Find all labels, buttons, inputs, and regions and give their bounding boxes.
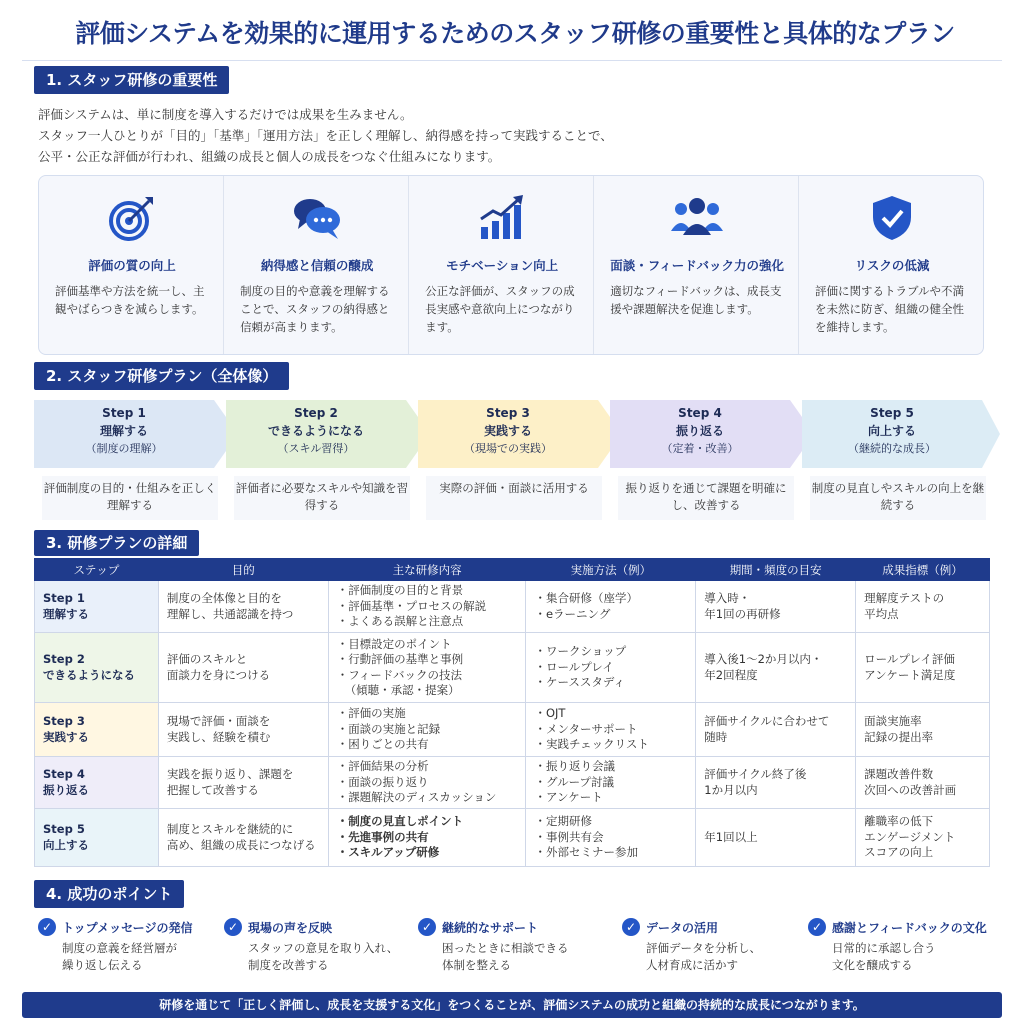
list-item: ・ OJT xyxy=(534,706,687,722)
importance-desc: 評価基準や方法を統一し、主観やばらつきを減らします。 xyxy=(55,284,205,316)
step-label: 理解する xyxy=(43,606,89,621)
cell-line: （傾聴・承認・提案） xyxy=(344,683,460,697)
cell-line: ロールプレイ評価 xyxy=(864,652,955,666)
point-title: トップメッセージの発信 xyxy=(62,920,193,935)
cell-line: 理解し、共通認識を持つ xyxy=(166,606,294,621)
bar-chart-growth-icon xyxy=(425,188,579,248)
list-item: ・ 評価基準・プロセスの解説 xyxy=(337,599,518,615)
column-header: ステップ xyxy=(35,559,159,581)
step-label: 向上する xyxy=(43,837,89,852)
list-item: ・ ケーススタディ xyxy=(534,675,687,691)
point-title: 感謝とフィードバックの文化 xyxy=(832,920,987,935)
importance-item xyxy=(799,176,983,354)
kpi-cell xyxy=(856,757,990,809)
intro-line: スタッフ一人ひとりが「目的」「基準」「運用方法」を正しく理解し、納得感を持って実践することで、 xyxy=(38,128,613,143)
importance-item xyxy=(39,176,224,354)
step-name: できるようになる xyxy=(267,424,364,438)
step-number: Step 5 xyxy=(870,406,914,420)
step-label: 実践する xyxy=(43,729,89,744)
point-desc-line: 制度の意義を経営層が xyxy=(62,941,177,955)
step-card xyxy=(610,400,802,524)
section-1-intro xyxy=(38,104,988,167)
cell-line: 年2回程度 xyxy=(704,667,758,682)
method-cell xyxy=(526,633,696,703)
period-cell xyxy=(696,703,856,757)
cell-line: 年1回以上 xyxy=(704,829,758,844)
cell-line: 導入後1〜2か月以内・ xyxy=(704,652,823,666)
list-item: ・ 行動評価の基準と事例 xyxy=(337,652,518,668)
point-desc-line: 評価データを分析し、 xyxy=(646,941,761,955)
list-item: ・ ワークショップ xyxy=(534,644,687,660)
importance-title: 面談・フィードバック力の強化 xyxy=(610,258,784,273)
content-cell xyxy=(328,703,526,757)
section-2-heading: 2. スタッフ研修プラン（全体像） xyxy=(34,362,289,390)
cell-line: 評価サイクルに合わせて xyxy=(704,714,830,728)
cell-line: 離職率の低下 xyxy=(864,814,934,829)
cell-line: 随時 xyxy=(704,729,728,744)
step-sub: （現場での実践） xyxy=(464,442,552,455)
step-cell xyxy=(35,703,159,757)
kpi-cell xyxy=(856,633,990,703)
step-cell xyxy=(35,809,159,867)
point-desc-line: 制度を改善する xyxy=(248,958,329,972)
step-sub: （スキル習得） xyxy=(277,442,355,455)
check-circle-icon: ✓ xyxy=(808,918,826,936)
step-name: 実践する xyxy=(483,424,532,438)
cell-line: スコアの向上 xyxy=(864,845,934,860)
list-item: ・ 実践チェックリスト xyxy=(534,737,687,753)
importance-title: リスクの低減 xyxy=(854,258,930,273)
step-label: できるようになる xyxy=(43,667,135,682)
content-cell xyxy=(328,757,526,809)
step-desc: 実際の評価・面談に活用する xyxy=(426,476,602,520)
cell-line: エンゲージメント xyxy=(864,829,956,844)
step-cell xyxy=(35,581,159,633)
list-item: ・ グループ討議 xyxy=(534,775,687,791)
point-desc-line: スタッフの意見を取り入れ、 xyxy=(248,941,399,955)
chat-bubbles-icon xyxy=(240,188,394,248)
table-header-row xyxy=(35,559,990,581)
list-item: ・ 評価制度の目的と背景 xyxy=(337,583,518,599)
point-title: 現場の声を反映 xyxy=(248,920,333,935)
table-row xyxy=(35,809,990,867)
shield-check-icon xyxy=(815,188,969,248)
list-item: ・ よくある誤解と注意点 xyxy=(337,614,518,630)
cell-line: 評価のスキルと xyxy=(166,652,248,666)
list-item: ・ 評価の実施 xyxy=(337,706,518,722)
cell-line: 制度の全体像と目的を xyxy=(166,591,282,605)
method-cell xyxy=(526,757,696,809)
step-number: Step 4 xyxy=(678,406,722,420)
step-sub: （定着・改善） xyxy=(661,442,739,455)
cell-line: 導入時・ xyxy=(704,591,751,605)
importance-desc: 公正な評価が、スタッフの成長実感や意欲向上につながります。 xyxy=(425,284,575,334)
list-item: ・ 事例共有会 xyxy=(534,830,687,846)
table-row xyxy=(35,757,990,809)
step-card xyxy=(226,400,418,524)
period-cell xyxy=(696,757,856,809)
step-desc: 制度の見直しやスキルの向上を継続する xyxy=(810,476,986,520)
step-card xyxy=(418,400,610,524)
cell-line: 1か月以内 xyxy=(704,782,758,797)
step-card xyxy=(802,400,994,524)
success-point xyxy=(38,918,228,974)
list-item: ・ 課題解決のディスカッション xyxy=(337,790,518,806)
cell-line: アンケート満足度 xyxy=(864,667,956,682)
intro-line: 公平・公正な評価が行われ、組織の成長と個人の成長をつなぐ仕組みになります。 xyxy=(38,149,501,164)
step-label: Step 1 xyxy=(43,591,85,605)
footer-banner: 研修を通じて「正しく評価し、成長を支援する文化」をつくることが、評価システムの成功と組織の持続的な成長につながります。 xyxy=(22,992,1002,1018)
column-header: 成果指標（例） xyxy=(856,559,990,581)
success-point xyxy=(224,918,414,974)
list-item: ・ 先進事例の共有 xyxy=(337,830,518,846)
point-desc-line: 日常的に承認し合う xyxy=(832,941,936,955)
importance-item xyxy=(594,176,799,354)
cell-line: 理解度テストの xyxy=(864,591,945,605)
list-item: ・ 集合研修（座学） xyxy=(534,591,687,607)
list-item: ・ eラーニング xyxy=(534,607,687,623)
check-circle-icon: ✓ xyxy=(224,918,242,936)
list-item: ・ 定期研修 xyxy=(534,814,687,830)
intro-line: 評価システムは、単に制度を導入するだけでは成果を生みません。 xyxy=(38,107,413,122)
method-cell xyxy=(526,703,696,757)
point-desc-line: 人材育成に活かす xyxy=(646,958,738,972)
method-cell xyxy=(526,809,696,867)
step-label: Step 3 xyxy=(43,714,85,728)
point-desc-line: 困ったときに相談できる xyxy=(442,941,569,955)
purpose-cell xyxy=(158,581,328,633)
content-cell xyxy=(328,633,526,703)
kpi-cell xyxy=(856,703,990,757)
importance-panel xyxy=(38,175,984,355)
method-cell xyxy=(526,581,696,633)
point-desc-line: 文化を醸成する xyxy=(832,958,913,972)
step-label: Step 4 xyxy=(43,767,85,781)
list-item: ・ 制度の見直しポイント xyxy=(337,814,518,830)
step-name: 理解する xyxy=(99,424,148,438)
table-row xyxy=(35,633,990,703)
success-points xyxy=(38,918,998,978)
kpi-cell xyxy=(856,809,990,867)
importance-desc: 評価に関するトラブルや不満を未然に防ぎ、組織の健全性を維持します。 xyxy=(814,284,964,334)
column-header: 主な研修内容 xyxy=(328,559,526,581)
list-item: ・ 外部セミナー参加 xyxy=(534,845,687,861)
importance-desc: 適切なフィードバックは、成長支援や課題解決を促進します。 xyxy=(610,284,782,316)
cell-line: 年1回の再研修 xyxy=(704,606,781,621)
step-desc: 評価者に必要なスキルや知識を習得する xyxy=(234,476,410,520)
step-number: Step 2 xyxy=(294,406,338,420)
importance-item xyxy=(409,176,594,354)
list-item: ・ 困りごとの共有 xyxy=(337,737,518,753)
purpose-cell xyxy=(158,703,328,757)
cell-line: 実践を振り返り、課題を xyxy=(166,767,294,781)
step-sub: （継続的な成長） xyxy=(848,442,936,455)
check-circle-icon: ✓ xyxy=(38,918,56,936)
check-circle-icon: ✓ xyxy=(418,918,436,936)
step-sub: （制度の理解） xyxy=(85,442,163,455)
cell-line: 記録の提出率 xyxy=(864,729,934,744)
step-name: 振り返る xyxy=(675,424,724,438)
column-header: 期間・頻度の目安 xyxy=(696,559,856,581)
period-cell xyxy=(696,633,856,703)
point-title: 継続的なサポート xyxy=(442,920,539,935)
cell-line: 平均点 xyxy=(864,606,899,621)
cell-line: 次回への改善計画 xyxy=(864,782,957,797)
period-cell xyxy=(696,581,856,633)
importance-title: 納得感と信頼の醸成 xyxy=(260,258,374,273)
cell-line: 評価サイクル終了後 xyxy=(704,767,807,781)
success-point xyxy=(808,918,998,974)
purpose-cell xyxy=(158,757,328,809)
list-item: ・ アンケート xyxy=(534,790,687,806)
step-number: Step 3 xyxy=(486,406,530,420)
point-desc-line: 体制を整える xyxy=(442,958,511,972)
point-title: データの活用 xyxy=(646,920,719,935)
importance-item xyxy=(224,176,409,354)
table-row xyxy=(35,703,990,757)
content-cell xyxy=(328,581,526,633)
period-cell xyxy=(696,809,856,867)
step-name: 向上する xyxy=(867,424,916,438)
list-item: ・ ロールプレイ xyxy=(534,660,687,676)
step-cell xyxy=(35,757,159,809)
step-label: 振り返る xyxy=(43,782,89,797)
list-item: ・ フィードバックの技法 xyxy=(337,668,518,684)
list-item: ・ メンターサポート xyxy=(534,722,687,738)
section-1-heading: 1. スタッフ研修の重要性 xyxy=(34,66,229,94)
check-circle-icon: ✓ xyxy=(622,918,640,936)
importance-title: モチベーション向上 xyxy=(446,258,559,273)
point-desc-line: 繰り返し伝える xyxy=(62,958,143,972)
step-label: Step 5 xyxy=(43,822,85,836)
cell-line: 実践し、経験を積む xyxy=(166,729,271,744)
list-item: ・ 目標設定のポイント xyxy=(337,637,518,653)
purpose-cell xyxy=(158,633,328,703)
cell-line: 高め、組織の成長につなげる xyxy=(166,837,316,852)
team-people-icon xyxy=(610,188,784,248)
step-flow xyxy=(34,400,1000,524)
section-4-heading: 4. 成功のポイント xyxy=(34,880,184,908)
cell-line: 制度とスキルを継続的に xyxy=(166,822,294,836)
list-item: ・ 面談の振り返り xyxy=(337,775,518,791)
list-item: ・ スキルアップ研修 xyxy=(337,845,518,861)
column-header: 目的 xyxy=(158,559,328,581)
table-row xyxy=(35,581,990,633)
purpose-cell xyxy=(158,809,328,867)
cell-line: 面談力を身につける xyxy=(166,667,271,682)
column-header: 実施方法（例） xyxy=(526,559,696,581)
step-desc: 評価制度の目的・仕組みを正しく理解する xyxy=(42,476,218,520)
kpi-cell xyxy=(856,581,990,633)
step-label: Step 2 xyxy=(43,652,85,666)
step-desc: 振り返りを通じて課題を明確にし、改善する xyxy=(618,476,794,520)
importance-desc: 制度の目的や意義を理解することで、スタッフの納得感と信頼が高まります。 xyxy=(240,284,390,334)
content-cell xyxy=(328,809,526,867)
step-cell xyxy=(35,633,159,703)
success-point xyxy=(418,918,608,974)
importance-title: 評価の質の向上 xyxy=(88,258,176,273)
cell-line: 現場で評価・面談を xyxy=(166,714,271,728)
title-divider xyxy=(22,60,1002,61)
cell-line: 課題改善件数 xyxy=(864,767,934,781)
page-title: 評価システムを効果的に運用するためのスタッフ研修の重要性と具体的なプラン xyxy=(75,19,955,48)
list-item: ・ 面談の実施と記録 xyxy=(337,722,518,738)
target-icon xyxy=(55,188,209,248)
list-item: ・ 評価結果の分析 xyxy=(337,759,518,775)
cell-line: 把握して改善する xyxy=(166,782,259,797)
section-3-heading: 3. 研修プランの詳細 xyxy=(34,530,199,556)
step-number: Step 1 xyxy=(102,406,146,420)
cell-line: 面談実施率 xyxy=(864,714,922,728)
list-item: ・ 振り返り会議 xyxy=(534,759,687,775)
training-detail-table xyxy=(34,558,990,867)
success-point xyxy=(622,918,812,974)
step-card xyxy=(34,400,226,524)
